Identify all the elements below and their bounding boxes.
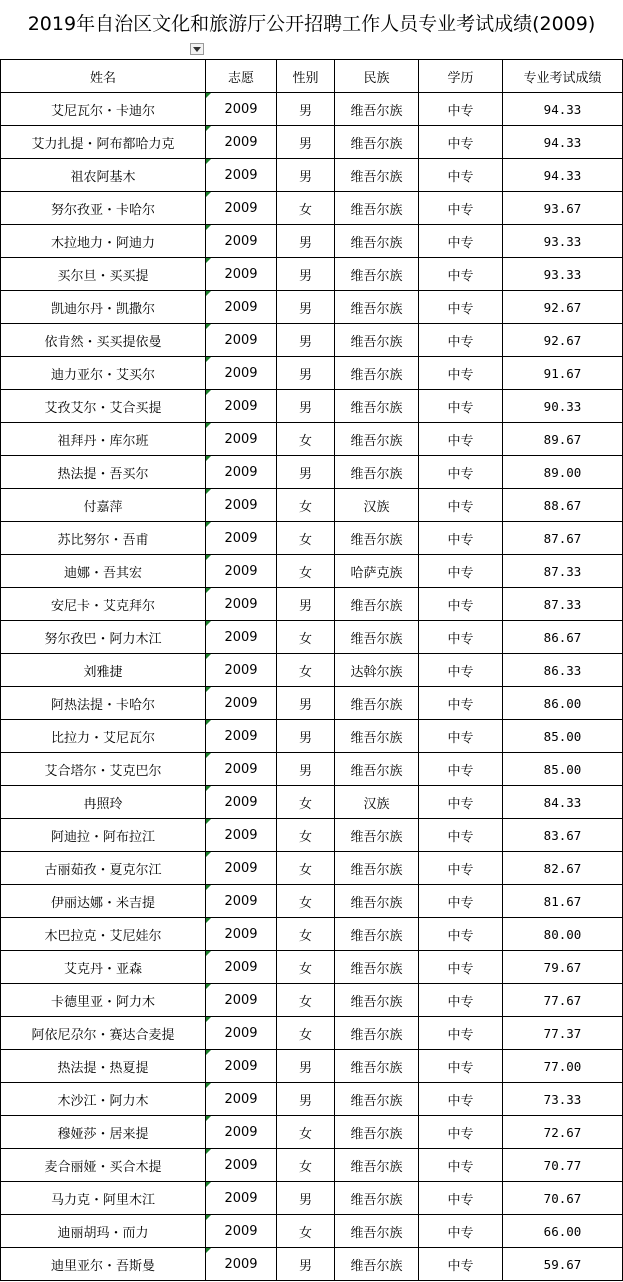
cell-score[interactable]: 86.67 <box>503 621 623 654</box>
cell-score[interactable]: 85.00 <box>503 720 623 753</box>
cell-ethnicity[interactable]: 维吾尔族 <box>335 1050 419 1083</box>
cell-gender[interactable]: 男 <box>277 753 335 786</box>
cell-zhiyuan[interactable]: 2009 <box>206 192 277 225</box>
cell-ethnicity[interactable]: 维吾尔族 <box>335 1182 419 1215</box>
cell-ethnicity[interactable]: 维吾尔族 <box>335 753 419 786</box>
cell-zhiyuan[interactable]: 2009 <box>206 1116 277 1149</box>
table-row <box>1 720 623 753</box>
cell-education[interactable]: 中专 <box>419 1116 503 1149</box>
cell-ethnicity[interactable]: 维吾尔族 <box>335 225 419 258</box>
table-row <box>1 654 623 687</box>
cell-education[interactable]: 中专 <box>419 390 503 423</box>
cell-name[interactable]: 努尔孜亚・卡哈尔 <box>1 192 206 225</box>
cell-score[interactable]: 86.33 <box>503 654 623 687</box>
cell-name[interactable]: 穆娅莎・居来提 <box>1 1116 206 1149</box>
cell-zhiyuan[interactable]: 2009 <box>206 984 277 1017</box>
cell-gender[interactable]: 男 <box>277 324 335 357</box>
cell-score[interactable]: 79.67 <box>503 951 623 984</box>
cell-education[interactable]: 中专 <box>419 885 503 918</box>
table-row <box>1 291 623 324</box>
cell-ethnicity[interactable]: 维吾尔族 <box>335 1017 419 1050</box>
cell-zhiyuan[interactable]: 2009 <box>206 852 277 885</box>
cell-education[interactable]: 中专 <box>419 159 503 192</box>
cell-name[interactable]: 祖农阿基木 <box>1 159 206 192</box>
table-row <box>1 753 623 786</box>
cell-gender[interactable]: 男 <box>277 93 335 126</box>
cell-score[interactable]: 87.67 <box>503 522 623 555</box>
table-row <box>1 1017 623 1050</box>
table-row <box>1 1083 623 1116</box>
cell-gender[interactable]: 男 <box>277 258 335 291</box>
cell-name[interactable]: 付嘉萍 <box>1 489 206 522</box>
cell-ethnicity[interactable]: 维吾尔族 <box>335 918 419 951</box>
cell-zhiyuan[interactable]: 2009 <box>206 819 277 852</box>
cell-zhiyuan[interactable]: 2009 <box>206 1248 277 1281</box>
cell-score[interactable]: 70.67 <box>503 1182 623 1215</box>
cell-gender[interactable]: 男 <box>277 588 335 621</box>
cell-gender[interactable]: 女 <box>277 984 335 1017</box>
cell-score[interactable]: 86.00 <box>503 687 623 720</box>
cell-ethnicity[interactable]: 维吾尔族 <box>335 324 419 357</box>
cell-score[interactable]: 89.67 <box>503 423 623 456</box>
cell-ethnicity[interactable]: 维吾尔族 <box>335 522 419 555</box>
header-name[interactable]: 姓名 <box>1 60 206 93</box>
cell-zhiyuan[interactable]: 2009 <box>206 786 277 819</box>
cell-score[interactable]: 73.33 <box>503 1083 623 1116</box>
cell-name[interactable]: 努尔孜巴・阿力木江 <box>1 621 206 654</box>
header-education[interactable]: 学历 <box>419 60 503 93</box>
table-row <box>1 687 623 720</box>
table-row <box>1 159 623 192</box>
cell-gender[interactable]: 女 <box>277 489 335 522</box>
cell-name[interactable]: 冉照玲 <box>1 786 206 819</box>
cell-name[interactable]: 马力克・阿里木江 <box>1 1182 206 1215</box>
cell-gender[interactable]: 男 <box>277 1083 335 1116</box>
cell-gender[interactable]: 男 <box>277 291 335 324</box>
cell-education[interactable]: 中专 <box>419 786 503 819</box>
cell-ethnicity[interactable]: 维吾尔族 <box>335 258 419 291</box>
cell-ethnicity[interactable]: 哈萨克族 <box>335 555 419 588</box>
score-table <box>0 59 623 1281</box>
cell-gender[interactable]: 男 <box>277 390 335 423</box>
cell-gender[interactable]: 女 <box>277 1116 335 1149</box>
table-row <box>1 918 623 951</box>
cell-gender[interactable]: 男 <box>277 126 335 159</box>
cell-ethnicity[interactable]: 维吾尔族 <box>335 192 419 225</box>
cell-zhiyuan[interactable]: 2009 <box>206 324 277 357</box>
table-row <box>1 456 623 489</box>
cell-education[interactable]: 中专 <box>419 126 503 159</box>
filter-dropdown-button[interactable] <box>190 43 204 55</box>
cell-name[interactable]: 安尼卡・艾克拜尔 <box>1 588 206 621</box>
cell-name[interactable]: 木拉地力・阿迪力 <box>1 225 206 258</box>
cell-ethnicity[interactable]: 维吾尔族 <box>335 852 419 885</box>
cell-name[interactable]: 伊丽达娜・米吉提 <box>1 885 206 918</box>
table-row <box>1 819 623 852</box>
cell-zhiyuan[interactable]: 2009 <box>206 258 277 291</box>
cell-gender[interactable]: 男 <box>277 687 335 720</box>
cell-gender[interactable]: 女 <box>277 885 335 918</box>
cell-name[interactable]: 依肯然・买买提依曼 <box>1 324 206 357</box>
table-row <box>1 258 623 291</box>
cell-score[interactable]: 83.67 <box>503 819 623 852</box>
cell-education[interactable]: 中专 <box>419 258 503 291</box>
cell-score[interactable]: 59.67 <box>503 1248 623 1281</box>
cell-education[interactable]: 中专 <box>419 753 503 786</box>
table-row <box>1 1116 623 1149</box>
cell-education[interactable]: 中专 <box>419 852 503 885</box>
cell-score[interactable]: 80.00 <box>503 918 623 951</box>
table-row <box>1 1149 623 1182</box>
cell-name[interactable]: 阿迪拉・阿布拉江 <box>1 819 206 852</box>
cell-gender[interactable]: 女 <box>277 852 335 885</box>
cell-name[interactable]: 艾合塔尔・艾克巴尔 <box>1 753 206 786</box>
cell-score[interactable]: 88.67 <box>503 489 623 522</box>
cell-score[interactable]: 93.33 <box>503 225 623 258</box>
table-row <box>1 588 623 621</box>
header-gender[interactable]: 性别 <box>277 60 335 93</box>
cell-ethnicity[interactable]: 维吾尔族 <box>335 456 419 489</box>
cell-ethnicity[interactable]: 达斡尔族 <box>335 654 419 687</box>
cell-education[interactable]: 中专 <box>419 357 503 390</box>
cell-education[interactable]: 中专 <box>419 1017 503 1050</box>
table-row <box>1 786 623 819</box>
cell-zhiyuan[interactable]: 2009 <box>206 159 277 192</box>
cell-education[interactable]: 中专 <box>419 324 503 357</box>
cell-zhiyuan[interactable]: 2009 <box>206 1149 277 1182</box>
table-row <box>1 225 623 258</box>
cell-zhiyuan[interactable]: 2009 <box>206 1182 277 1215</box>
table-row <box>1 192 623 225</box>
table-row <box>1 951 623 984</box>
cell-gender[interactable]: 女 <box>277 621 335 654</box>
cell-name[interactable]: 木巴拉克・艾尼娃尔 <box>1 918 206 951</box>
cell-gender[interactable]: 男 <box>277 159 335 192</box>
table-row <box>1 522 623 555</box>
cell-gender[interactable]: 女 <box>277 918 335 951</box>
cell-name[interactable]: 阿依尼尕尔・赛达合麦提 <box>1 1017 206 1050</box>
cell-score[interactable]: 92.67 <box>503 324 623 357</box>
cell-score[interactable]: 91.67 <box>503 357 623 390</box>
cell-gender[interactable]: 男 <box>277 357 335 390</box>
cell-ethnicity[interactable]: 维吾尔族 <box>335 1149 419 1182</box>
cell-gender[interactable]: 男 <box>277 720 335 753</box>
cell-ethnicity[interactable]: 维吾尔族 <box>335 885 419 918</box>
cell-ethnicity[interactable]: 维吾尔族 <box>335 159 419 192</box>
table-row <box>1 885 623 918</box>
cell-name[interactable]: 迪娜・吾其宏 <box>1 555 206 588</box>
cell-name[interactable]: 比拉力・艾尼瓦尔 <box>1 720 206 753</box>
cell-score[interactable]: 72.67 <box>503 1116 623 1149</box>
cell-name[interactable]: 苏比努尔・吾甫 <box>1 522 206 555</box>
cell-name[interactable]: 艾尼瓦尔・卡迪尔 <box>1 93 206 126</box>
cell-education[interactable]: 中专 <box>419 1215 503 1248</box>
cell-education[interactable]: 中专 <box>419 489 503 522</box>
cell-score[interactable]: 82.67 <box>503 852 623 885</box>
cell-gender[interactable]: 男 <box>277 1050 335 1083</box>
cell-gender[interactable]: 女 <box>277 522 335 555</box>
cell-ethnicity[interactable]: 维吾尔族 <box>335 687 419 720</box>
cell-score[interactable]: 90.33 <box>503 390 623 423</box>
table-row <box>1 489 623 522</box>
cell-gender[interactable]: 女 <box>277 654 335 687</box>
cell-score[interactable]: 92.67 <box>503 291 623 324</box>
header-zhiyuan[interactable]: 志愿 <box>206 60 277 93</box>
cell-ethnicity[interactable]: 维吾尔族 <box>335 1083 419 1116</box>
table-row <box>1 621 623 654</box>
cell-name[interactable]: 凯迪尔丹・凯撒尔 <box>1 291 206 324</box>
cell-zhiyuan[interactable]: 2009 <box>206 225 277 258</box>
cell-ethnicity[interactable]: 维吾尔族 <box>335 588 419 621</box>
cell-zhiyuan[interactable]: 2009 <box>206 489 277 522</box>
cell-name[interactable]: 热法提・热夏提 <box>1 1050 206 1083</box>
cell-gender[interactable]: 男 <box>277 225 335 258</box>
cell-score[interactable]: 77.00 <box>503 1050 623 1083</box>
cell-ethnicity[interactable]: 维吾尔族 <box>335 1248 419 1281</box>
cell-name[interactable]: 木沙江・阿力木 <box>1 1083 206 1116</box>
cell-ethnicity[interactable]: 维吾尔族 <box>335 720 419 753</box>
cell-name[interactable]: 刘雅捷 <box>1 654 206 687</box>
table-row <box>1 357 623 390</box>
cell-education[interactable]: 中专 <box>419 654 503 687</box>
cell-gender[interactable]: 女 <box>277 555 335 588</box>
cell-gender[interactable]: 男 <box>277 456 335 489</box>
cell-ethnicity[interactable]: 维吾尔族 <box>335 126 419 159</box>
cell-gender[interactable]: 男 <box>277 1248 335 1281</box>
cell-education[interactable]: 中专 <box>419 984 503 1017</box>
table-row <box>1 1050 623 1083</box>
cell-zhiyuan[interactable]: 2009 <box>206 291 277 324</box>
cell-zhiyuan[interactable]: 2009 <box>206 1017 277 1050</box>
cell-education[interactable]: 中专 <box>419 192 503 225</box>
cell-ethnicity[interactable]: 维吾尔族 <box>335 951 419 984</box>
table-row <box>1 852 623 885</box>
cell-name[interactable]: 祖拜丹・库尔班 <box>1 423 206 456</box>
table-row <box>1 324 623 357</box>
cell-zhiyuan[interactable]: 2009 <box>206 456 277 489</box>
cell-zhiyuan[interactable]: 2009 <box>206 918 277 951</box>
cell-name[interactable]: 阿热法提・卡哈尔 <box>1 687 206 720</box>
header-row <box>1 60 623 93</box>
cell-score[interactable]: 77.37 <box>503 1017 623 1050</box>
cell-ethnicity[interactable]: 维吾尔族 <box>335 93 419 126</box>
cell-zhiyuan[interactable]: 2009 <box>206 1050 277 1083</box>
cell-education[interactable]: 中专 <box>419 522 503 555</box>
cell-score[interactable]: 93.67 <box>503 192 623 225</box>
cell-ethnicity[interactable]: 汉族 <box>335 786 419 819</box>
cell-ethnicity[interactable]: 维吾尔族 <box>335 1116 419 1149</box>
cell-education[interactable]: 中专 <box>419 951 503 984</box>
cell-zhiyuan[interactable]: 2009 <box>206 654 277 687</box>
cell-education[interactable]: 中专 <box>419 918 503 951</box>
cell-gender[interactable]: 女 <box>277 1149 335 1182</box>
cell-ethnicity[interactable]: 维吾尔族 <box>335 1215 419 1248</box>
cell-education[interactable]: 中专 <box>419 1050 503 1083</box>
table-row <box>1 1182 623 1215</box>
cell-name[interactable]: 迪里亚尔・吾斯曼 <box>1 1248 206 1281</box>
cell-zhiyuan[interactable]: 2009 <box>206 588 277 621</box>
cell-score[interactable]: 94.33 <box>503 93 623 126</box>
cell-gender[interactable]: 女 <box>277 192 335 225</box>
cell-education[interactable]: 中专 <box>419 225 503 258</box>
cell-zhiyuan[interactable]: 2009 <box>206 720 277 753</box>
cell-score[interactable]: 93.33 <box>503 258 623 291</box>
cell-name[interactable]: 买尔旦・买买提 <box>1 258 206 291</box>
cell-zhiyuan[interactable]: 2009 <box>206 522 277 555</box>
cell-education[interactable]: 中专 <box>419 291 503 324</box>
cell-education[interactable]: 中专 <box>419 456 503 489</box>
cell-gender[interactable]: 女 <box>277 786 335 819</box>
cell-name[interactable]: 艾克丹・亚森 <box>1 951 206 984</box>
cell-education[interactable]: 中专 <box>419 588 503 621</box>
cell-zhiyuan[interactable]: 2009 <box>206 357 277 390</box>
cell-name[interactable]: 迪丽胡玛・而力 <box>1 1215 206 1248</box>
cell-education[interactable]: 中专 <box>419 687 503 720</box>
cell-score[interactable]: 77.67 <box>503 984 623 1017</box>
table-row <box>1 555 623 588</box>
cell-education[interactable]: 中专 <box>419 819 503 852</box>
cell-score[interactable]: 94.33 <box>503 126 623 159</box>
cell-education[interactable]: 中专 <box>419 1083 503 1116</box>
cell-ethnicity[interactable]: 汉族 <box>335 489 419 522</box>
cell-zhiyuan[interactable]: 2009 <box>206 423 277 456</box>
cell-education[interactable]: 中专 <box>419 423 503 456</box>
cell-name[interactable]: 麦合丽娅・买合木提 <box>1 1149 206 1182</box>
cell-education[interactable]: 中专 <box>419 1248 503 1281</box>
cell-score[interactable]: 89.00 <box>503 456 623 489</box>
header-score[interactable]: 专业考试成绩 <box>503 60 623 93</box>
cell-score[interactable]: 70.77 <box>503 1149 623 1182</box>
cell-zhiyuan[interactable]: 2009 <box>206 1215 277 1248</box>
header-ethnicity[interactable]: 民族 <box>335 60 419 93</box>
cell-gender[interactable]: 女 <box>277 1215 335 1248</box>
cell-ethnicity[interactable]: 维吾尔族 <box>335 357 419 390</box>
table-row <box>1 984 623 1017</box>
cell-zhiyuan[interactable]: 2009 <box>206 126 277 159</box>
table-row <box>1 1248 623 1281</box>
cell-ethnicity[interactable]: 维吾尔族 <box>335 984 419 1017</box>
cell-zhiyuan[interactable]: 2009 <box>206 885 277 918</box>
cell-gender[interactable]: 女 <box>277 423 335 456</box>
cell-score[interactable]: 66.00 <box>503 1215 623 1248</box>
cell-score[interactable]: 81.67 <box>503 885 623 918</box>
cell-zhiyuan[interactable]: 2009 <box>206 687 277 720</box>
cell-name[interactable]: 古丽茹孜・夏克尔江 <box>1 852 206 885</box>
table-row <box>1 93 623 126</box>
cell-score[interactable]: 94.33 <box>503 159 623 192</box>
cell-score[interactable]: 87.33 <box>503 555 623 588</box>
cell-education[interactable]: 中专 <box>419 1149 503 1182</box>
cell-ethnicity[interactable]: 维吾尔族 <box>335 819 419 852</box>
cell-education[interactable]: 中专 <box>419 621 503 654</box>
cell-education[interactable]: 中专 <box>419 93 503 126</box>
cell-education[interactable]: 中专 <box>419 1182 503 1215</box>
cell-gender[interactable]: 女 <box>277 951 335 984</box>
cell-ethnicity[interactable]: 维吾尔族 <box>335 390 419 423</box>
cell-zhiyuan[interactable]: 2009 <box>206 555 277 588</box>
cell-score[interactable]: 85.00 <box>503 753 623 786</box>
cell-gender[interactable]: 男 <box>277 1182 335 1215</box>
cell-score[interactable]: 84.33 <box>503 786 623 819</box>
cell-ethnicity[interactable]: 维吾尔族 <box>335 291 419 324</box>
cell-ethnicity[interactable]: 维吾尔族 <box>335 621 419 654</box>
table-row <box>1 1215 623 1248</box>
dropdown-arrow-icon <box>193 47 201 52</box>
cell-zhiyuan[interactable]: 2009 <box>206 951 277 984</box>
cell-ethnicity[interactable]: 维吾尔族 <box>335 423 419 456</box>
cell-name[interactable]: 热法提・吾买尔 <box>1 456 206 489</box>
cell-zhiyuan[interactable]: 2009 <box>206 1083 277 1116</box>
cell-name[interactable]: 艾力扎提・阿布都哈力克 <box>1 126 206 159</box>
table-row <box>1 390 623 423</box>
sheet-title: 2019年自治区文化和旅游厅公开招聘工作人员专业考试成绩(2009) <box>27 12 596 35</box>
table-row <box>1 423 623 456</box>
cell-gender[interactable]: 女 <box>277 819 335 852</box>
cell-education[interactable]: 中专 <box>419 720 503 753</box>
cell-zhiyuan[interactable]: 2009 <box>206 621 277 654</box>
cell-zhiyuan[interactable]: 2009 <box>206 753 277 786</box>
cell-zhiyuan[interactable]: 2009 <box>206 93 277 126</box>
cell-education[interactable]: 中专 <box>419 555 503 588</box>
cell-name[interactable]: 卡德里亚・阿力木 <box>1 984 206 1017</box>
cell-score[interactable]: 87.33 <box>503 588 623 621</box>
cell-zhiyuan[interactable]: 2009 <box>206 390 277 423</box>
cell-name[interactable]: 迪力亚尔・艾买尔 <box>1 357 206 390</box>
table-row <box>1 126 623 159</box>
cell-gender[interactable]: 女 <box>277 1017 335 1050</box>
cell-name[interactable]: 艾孜艾尔・艾合买提 <box>1 390 206 423</box>
